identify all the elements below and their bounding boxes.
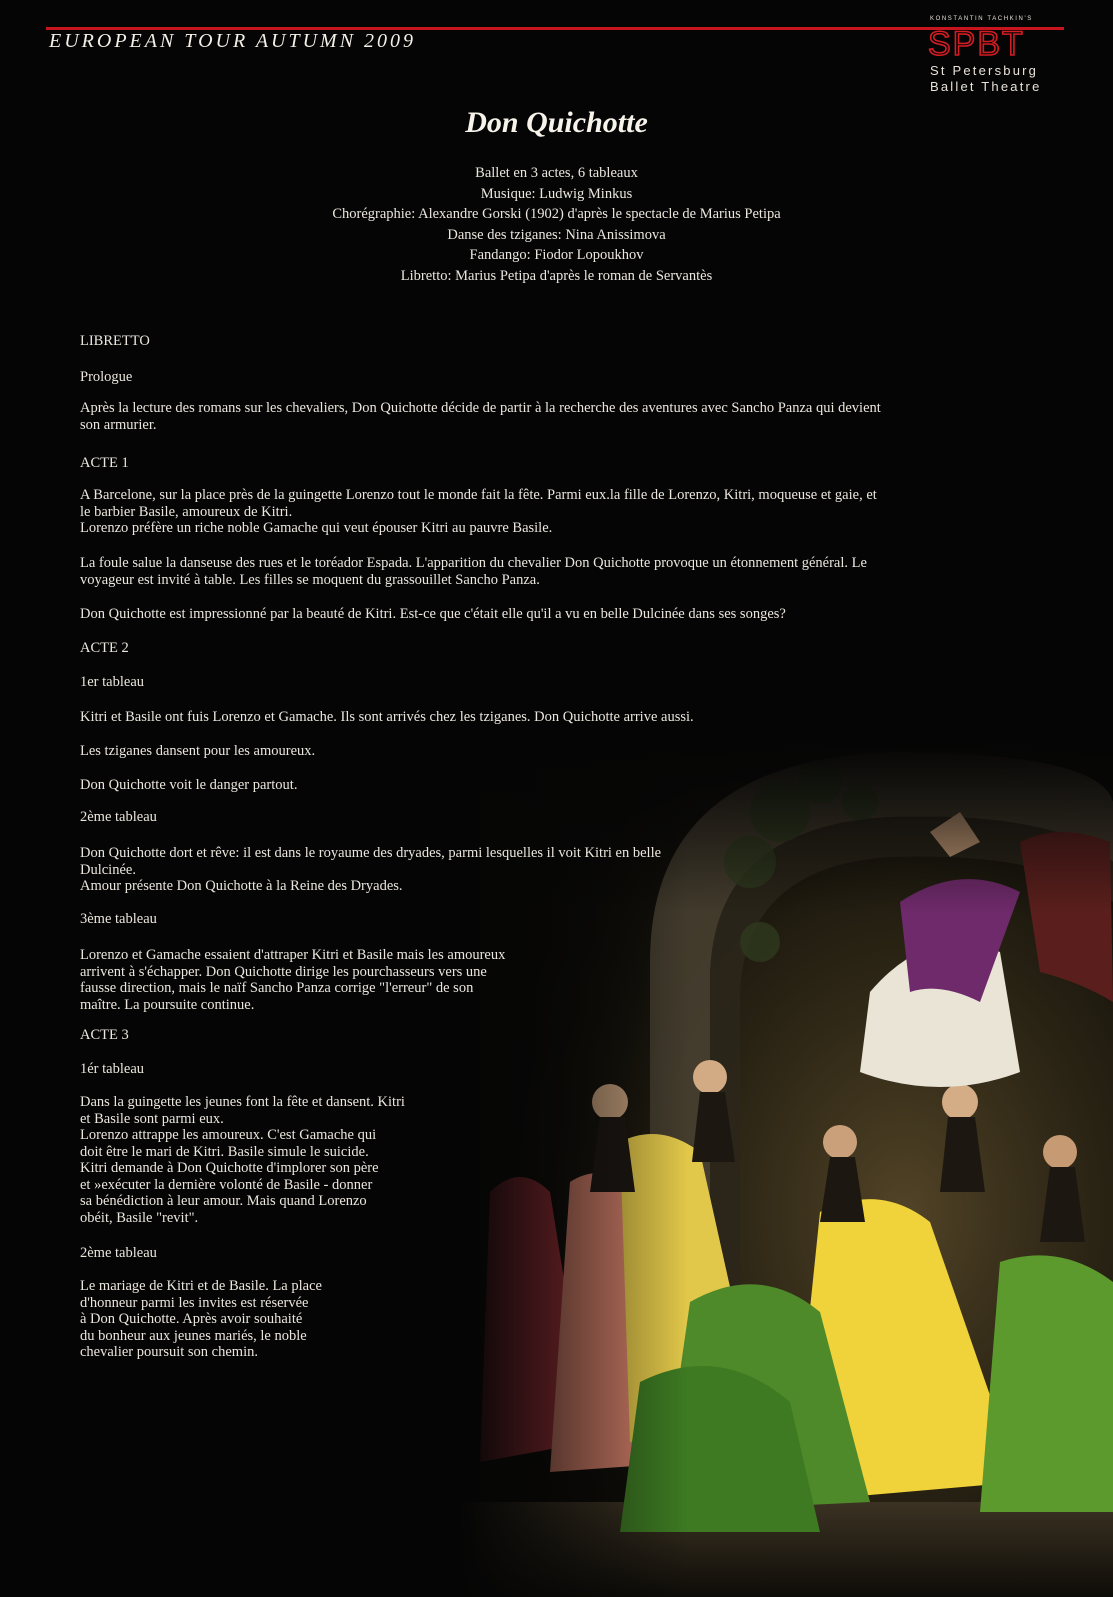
credit-line: Danse des tziganes: Nina Anissimova xyxy=(447,226,666,243)
acte3-t1-paragraph xyxy=(80,1094,490,1226)
acte3-line: Kitri demande à Don Quichotte d'implorer son père xyxy=(80,1160,379,1176)
acte2-line: Kitri et Basile ont fuis Lorenzo et Gamache. Ils sont arrivés chez les tziganes. Don Quichotte arrive aussi. xyxy=(80,709,694,725)
tour-title: EUROPEAN TOUR AUTUMN 2009 xyxy=(49,30,417,52)
logo-mark: SPBT xyxy=(928,25,1025,63)
acte1-line: Lorenzo préfère un riche noble Gamache qui veut épouser Kitri au pauvre Basile. xyxy=(80,520,553,536)
acte3-line: sa bénédiction à leur amour. Mais quand Lorenzo xyxy=(80,1193,367,1209)
acte2-line: Dulcinée. xyxy=(80,861,136,878)
acte1-heading: ACTE 1 xyxy=(80,455,129,471)
acte3-line: et Basile sont parmi eux. xyxy=(80,1110,224,1127)
prologue-line: son armurier. xyxy=(80,416,157,433)
page-title: Don Quichotte xyxy=(465,106,648,139)
acte2-line: maître. La poursuite continue. xyxy=(80,996,255,1013)
acte2-t1-paragraph-2 xyxy=(80,743,1040,760)
acte1-paragraph-3 xyxy=(80,606,1040,623)
spbt-logo xyxy=(928,14,1068,100)
acte1-line: A Barcelone, sur la place près de la guingette Lorenzo tout le monde fait la fête. Parmi eux.la fille de Lorenzo, Kitri, moqueuse et gaie, et xyxy=(80,487,877,503)
acte3-tableau2-heading: 2ème tableau xyxy=(80,1245,157,1261)
acte3-line: à Don Quichotte. Après avoir souhaité xyxy=(80,1311,303,1327)
acte3-line: Le mariage de Kitri et de Basile. La place xyxy=(80,1278,322,1294)
acte3-line: doit être le mari de Kitri. Basile simule le suicide. xyxy=(80,1143,369,1160)
acte1-paragraph-2 xyxy=(80,555,1040,588)
acte3-line: et »exécuter la dernière volonté de Basile - donner xyxy=(80,1176,373,1193)
acte1-line: La foule salue la danseuse des rues et le toréador Espada. L'apparition du chevalier Don Quichotte provoque un étonnement général. Le xyxy=(80,555,867,571)
libretto-heading: LIBRETTO xyxy=(80,333,150,349)
logo-top-text: KONSTANTIN TACHKIN'S xyxy=(930,16,1033,22)
acte3-line: du bonheur aux jeunes mariés, le noble xyxy=(80,1327,307,1344)
acte2-t1-paragraph-1 xyxy=(80,709,1040,726)
credit-line: Musique: Ludwig Minkus xyxy=(480,185,633,202)
acte3-line: Lorenzo attrappe les amoureux. C'est Gamache qui xyxy=(80,1127,377,1143)
prologue-paragraph xyxy=(80,400,1040,433)
acte2-line: Les tziganes dansent pour les amoureux. xyxy=(80,743,316,759)
prologue-heading: Prologue xyxy=(80,369,133,385)
logo-line-1: St Petersburg xyxy=(930,63,1039,78)
acte3-tableau1-heading: 1ér tableau xyxy=(80,1061,145,1077)
acte2-t2-paragraph xyxy=(80,845,800,895)
acte3-heading: ACTE 3 xyxy=(80,1027,129,1043)
acte1-line: Don Quichotte est impressionné par la beauté de Kitri. Est-ce que c'était elle qu'il a vu en belle Dulcinée dans ses songes? xyxy=(80,606,786,622)
acte2-tableau2-heading: 2ème tableau xyxy=(80,809,157,825)
acte3-line: obéit, Basile "revit". xyxy=(80,1209,199,1226)
acte1-line: voyageur est invité à table. Les filles se moquent du grassouillet Sancho Panza. xyxy=(80,571,540,588)
credit-line: Fandango: Fiodor Lopoukhov xyxy=(469,247,644,263)
prologue-line: Après la lecture des romans sur les chevaliers, Don Quichotte décide de partir à la recherche des aventures avec Sancho Panza qui devient xyxy=(80,400,881,416)
acte2-line: arrivent à s'échapper. Don Quichotte dirige les pourchasseurs vers une xyxy=(80,963,487,980)
acte2-line: Don Quichotte dort et rêve: il est dans le royaume des dryades, parmi lesquelles il voit Kitri en belle xyxy=(80,845,662,861)
acte2-t1-paragraph-3 xyxy=(80,777,1040,794)
acte1-paragraph-1 xyxy=(80,487,1040,537)
acte2-line: fausse direction, mais le naïf Sancho Panza corrige "l'erreur" de son xyxy=(80,980,474,996)
acte2-t3-paragraph xyxy=(80,947,620,1013)
credits-block xyxy=(0,163,1113,286)
acte2-tableau3-heading: 3ème tableau xyxy=(80,911,157,927)
acte3-t2-paragraph xyxy=(80,1278,420,1361)
acte1-line: le barbier Basile, amoureux de Kitri. xyxy=(80,503,293,520)
credit-line: Chorégraphie: Alexandre Gorski (1902) d'après le spectacle de Marius Petipa xyxy=(332,206,781,222)
acte3-line: chevalier poursuit son chemin. xyxy=(80,1344,258,1360)
acte2-tableau1-heading: 1er tableau xyxy=(80,674,145,690)
acte2-line: Amour présente Don Quichotte à la Reine des Dryades. xyxy=(80,878,403,894)
acte3-line: Dans la guingette les jeunes font la fête et dansent. Kitri xyxy=(80,1094,405,1110)
acte2-line: Lorenzo et Gamache essaient d'attraper Kitri et Basile mais les amoureux xyxy=(80,947,506,963)
credit-line: Ballet en 3 actes, 6 tableaux xyxy=(475,165,638,181)
logo-line-2: Ballet Theatre xyxy=(930,79,1042,94)
acte2-line: Don Quichotte voit le danger partout. xyxy=(80,777,298,793)
credit-line: Libretto: Marius Petipa d'après le roman de Servantès xyxy=(400,267,713,284)
acte3-line: d'honneur parmi les invites est réservée xyxy=(80,1294,309,1311)
acte2-heading: ACTE 2 xyxy=(80,640,129,656)
